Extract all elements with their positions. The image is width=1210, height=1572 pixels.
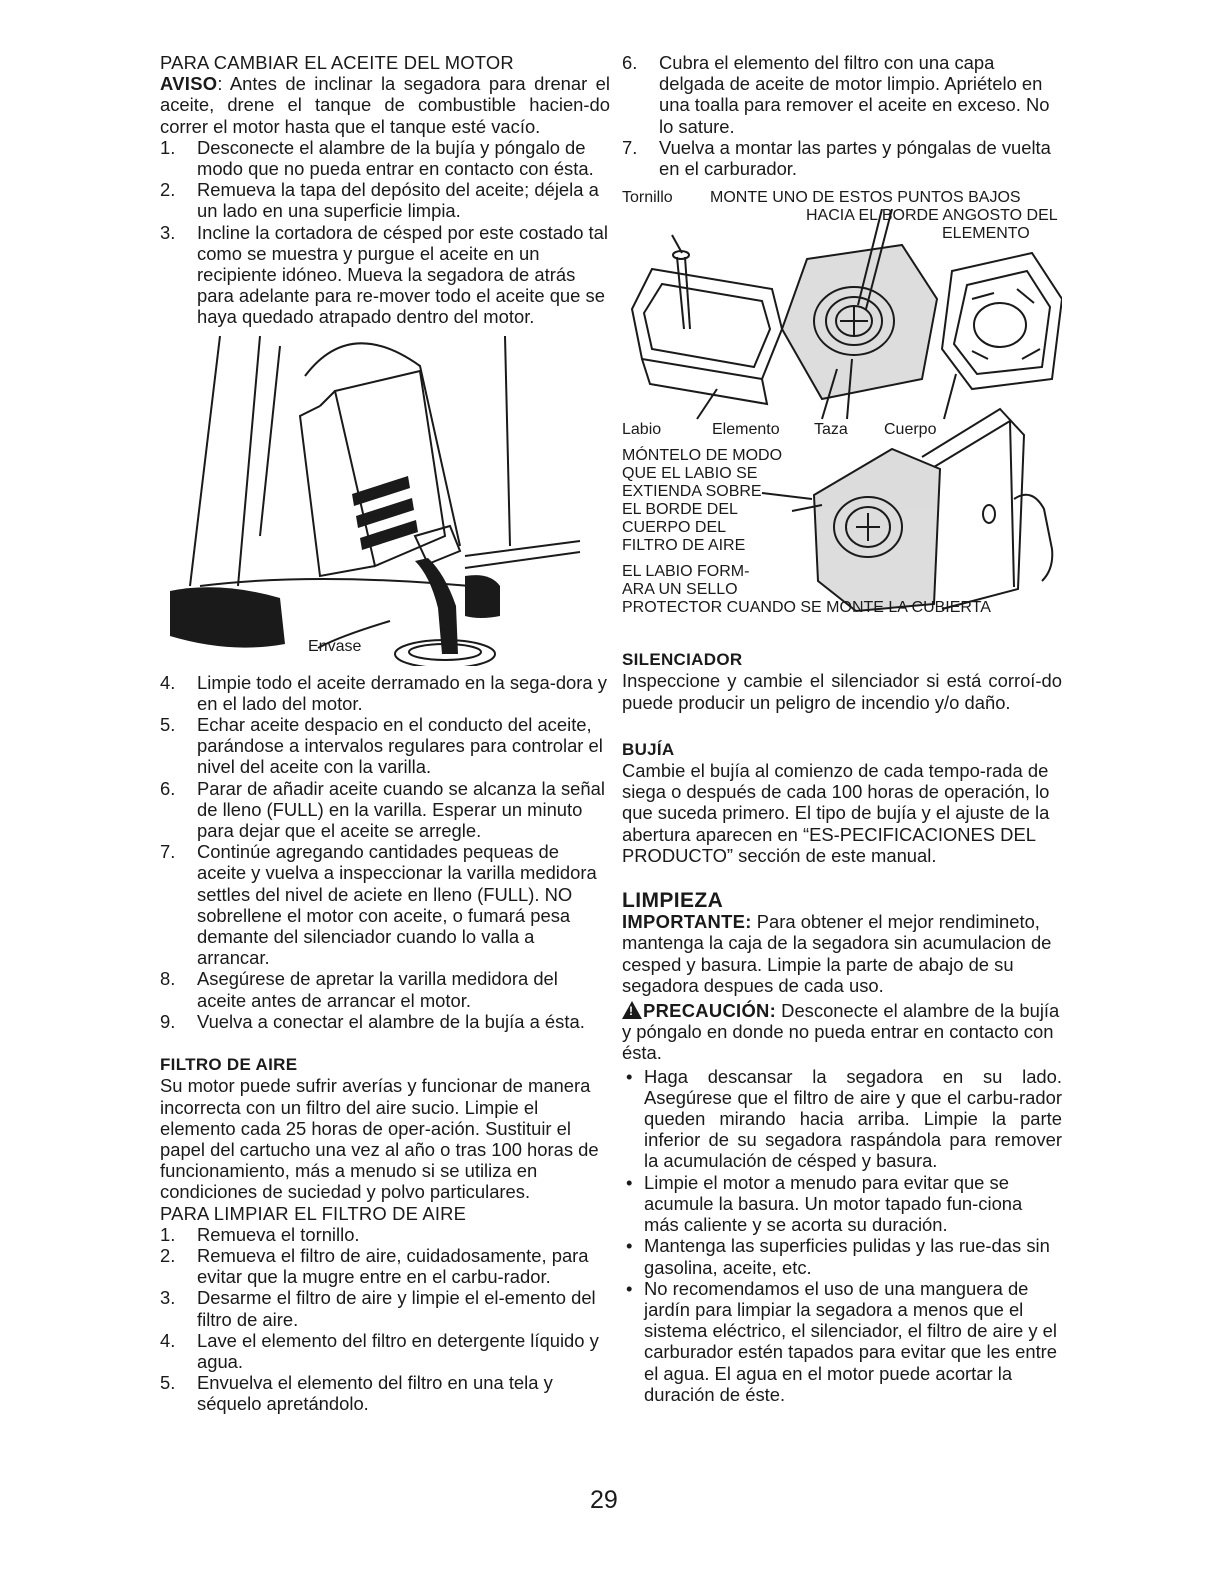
elemento-label: Elemento [712, 421, 780, 439]
cleaning-bullets [622, 1066, 1062, 1405]
step-number: 2. [160, 179, 176, 201]
right-column [622, 52, 1062, 1405]
list-item [160, 841, 610, 968]
step-text: Remueva la tapa del depósito del aceite; déjela a un lado en una superficie limpia. [197, 179, 599, 222]
list-item [160, 179, 610, 221]
step-number: 5. [160, 714, 176, 736]
step-number: 3. [160, 221, 176, 243]
oil-steps-list-a [160, 137, 610, 328]
step-text: Remueva el filtro de aire, cuidadosamente, para evitar que la mugre entre en el carbu-rador. [197, 1244, 589, 1288]
oil-steps-list-b [160, 672, 610, 1032]
labio-label: Labio [622, 421, 662, 439]
sello-line: ARA UN SELLO [622, 581, 738, 599]
step-text: Desconecte el alambre de la bujía y póngalo de modo que no pueda entrar en contacto con ésta. [197, 136, 594, 180]
montelo-line: QUE EL LABIO SE [622, 465, 758, 483]
step-text: Vuelva a conectar el alambre de la bujía a ésta. [197, 1010, 585, 1032]
step-text: Incline la cortadora de césped por este costado tal como se muestra y purgue el aceite en un recipiente idóneo. Mueva la segadora de atrás para adelante para re-mover todo el aceite que se haya quedado atrapado dentro del motor. [197, 221, 608, 328]
clean-filter-title: PARA LIMPIAR EL FILTRO DE AIRE [160, 1202, 467, 1224]
step-text: Asegúrese de apretar la varilla medidora del aceite antes de arrancar el motor. [197, 968, 558, 1011]
page-number: 29 [590, 1486, 618, 1514]
step-number: 6. [160, 777, 176, 799]
step-number: 7. [622, 136, 638, 158]
tornillo-label: Tornillo [622, 189, 673, 207]
important-text: Para obtener el mejor rendimineto, mantenga la caja de la segadora sin acumulacion de cesped y basura. Limpie la parte de abajo de su segadora despues de cada uso. [622, 911, 1052, 996]
step-number: 4. [160, 671, 176, 693]
montelo-line: EXTIENDA SOBRE [622, 483, 762, 501]
list-item [160, 1330, 610, 1372]
air-filter-text: Su motor puede sufrir averías y funcionar de manera incorrecta con un filtro del aire sucio. Limpie el elemento cada 25 horas de oper-ación. Sustituir el papel del cartucho una vez al año o tras 100 horas de funcionamiento, más a menudo si se utiliza en condiciones de suciedad y polvo particulares. [160, 1075, 599, 1203]
step-text: Lave el elemento del filtro en detergente líquido y agua. [197, 1329, 599, 1372]
list-item [160, 1011, 610, 1032]
montelo-line: CUERPO DEL [622, 519, 727, 537]
step-number: 4. [160, 1329, 176, 1351]
monte-label-line1: MONTE UNO DE ESTOS PUNTOS BAJOS [710, 189, 1021, 207]
air-filter-heading: FILTRO DE AIRE [160, 1055, 298, 1075]
step-text: Continúe agregando cantidades pequeas de aceite y vuelva a inspeccionar la varilla medidora settles del nivel de aciete en lleno (FULL). NO sobrellene el motor con aceite, o fumará pesa demante del silenciador cuando lo valla a arrancar. [197, 841, 597, 969]
oil-drain-illustration [160, 336, 610, 666]
step-number: 1. [160, 136, 176, 158]
step-number: 8. [160, 968, 176, 990]
list-item [160, 968, 610, 1010]
list-item [160, 1224, 610, 1245]
sello-line: EL LABIO FORM- [622, 563, 750, 581]
step-text: Parar de añadir aceite cuando se alcanza la señal de lleno (FULL) en la varilla. Esperar un minuto para dejar que el aceite se arregle. [197, 777, 605, 842]
protector-label: PROTECTOR CUANDO SE MONTE LA CUBIERTA [622, 599, 991, 617]
caution-label: PRECAUCIÓN: [643, 1000, 777, 1022]
important-label: IMPORTANTE: [622, 911, 752, 933]
aviso-paragraph [160, 73, 610, 137]
list-item [160, 1245, 610, 1287]
oil-drain-drawing [160, 336, 600, 666]
aviso-text: : Antes de inclinar la segadora para drenar el aceite, drene el tanque de combustible hacien-do correr el motor hasta que el tanque esté vacío. [160, 73, 610, 137]
step-text: Limpie todo el aceite derramado en la sega-dora y en el lado del motor. [197, 671, 607, 714]
list-item [160, 222, 610, 328]
cuerpo-label: Cuerpo [884, 421, 937, 439]
list-item: • Haga descansar la segadora en su lado. Asegúrese que el filtro de aire y que el carbu-rador queden mirando hacia arriba. Limpie la parte inferior de su segadora raspándola para remover la acumulación de césped y basura. [622, 1066, 1062, 1172]
left-column [160, 52, 610, 1415]
step-number: 2. [160, 1244, 176, 1266]
list-item: • Mantenga las superficies pulidas y las rue-das sin gasolina, aceite, etc. [622, 1235, 1062, 1277]
oil-change-title: PARA CAMBIAR EL ACEITE DEL MOTOR [160, 52, 514, 73]
step-text: Remueva el tornillo. [197, 1223, 360, 1245]
filter-steps-list-continued [622, 52, 1062, 179]
taza-label: Taza [814, 421, 848, 439]
step-text: Cubra el elemento del filtro con una capa delgada de aceite de motor limpio. Apriételo en una toalla para remover el aceite en exceso. No lo sature. [659, 52, 1050, 137]
list-item [622, 52, 1062, 137]
muffler-heading: SILENCIADOR [622, 650, 743, 670]
step-number: 5. [160, 1372, 176, 1394]
air-filter-illustration [622, 189, 1062, 649]
warning-triangle-icon [622, 1001, 642, 1019]
list-item [160, 714, 610, 778]
step-number: 3. [160, 1287, 176, 1309]
caution-text: Desconecte el alambre de la bujía y póngalo en donde no pueda entrar en contacto con ésta. [622, 1000, 1060, 1064]
caution-paragraph [622, 1000, 1062, 1064]
step-number: 6. [622, 52, 638, 73]
monte-label-line3: ELEMENTO [942, 225, 1030, 243]
montelo-line: EL BORDE DEL [622, 501, 738, 519]
important-paragraph [622, 911, 1062, 996]
envase-label: Envase [308, 637, 362, 655]
step-text: Echar aceite despacio en el conducto del aceite, parándose a intervalos regulares para controlar el nivel del aceite con la varilla. [197, 714, 603, 778]
list-item: • No recomendamos el uso de una manguera de jardín para limpiar la segadora a menos que el sistema eléctrico, el silenciador, el filtro de aire y el carburador estén tapados para evitar que les entre el agua. El agua en el motor puede acortar la duración de éste. [622, 1278, 1062, 1405]
list-item [622, 137, 1062, 179]
muffler-text: Inspeccione y cambie el silenciador si está corroí-do puede producir un peligro de incendio y/o daño. [622, 670, 1062, 713]
monte-label-line2: HACIA EL BORDE ANGOSTO DEL [806, 207, 1058, 225]
list-item [160, 778, 610, 842]
cleaning-heading: LIMPIEZA [622, 889, 724, 913]
step-number: 1. [160, 1223, 176, 1245]
aviso-label: AVISO [160, 73, 218, 95]
list-item [160, 1372, 610, 1414]
list-item [160, 137, 610, 179]
filter-steps-list [160, 1224, 610, 1415]
step-number: 7. [160, 841, 176, 863]
step-text: Desarme el filtro de aire y limpie el el-emento del filtro de aire. [197, 1287, 596, 1330]
list-item [160, 672, 610, 714]
montelo-line: MÓNTELO DE MODO [622, 447, 783, 465]
step-text: Envuelva el elemento del filtro en una tela y séquelo apretándolo. [197, 1372, 553, 1415]
list-item [160, 1287, 610, 1329]
list-item: • Limpie el motor a menudo para evitar que se acumule la basura. Un motor tapado fun-ciona más caliente y se acorta su duración. [622, 1172, 1062, 1236]
spark-plug-text: Cambie el bujía al comienzo de cada tempo-rada de siega o después de cada 100 horas de operación, lo que suceda primero. El tipo de bujía y el ajuste de la abertura aparecen en “ES-PECIFICACIONES DEL PRODUCTO” sección de este manual. [622, 760, 1050, 866]
step-number: 9. [160, 1010, 176, 1032]
montelo-line: FILTRO DE AIRE [622, 537, 746, 555]
step-text: Vuelva a montar las partes y póngalas de vuelta en el carburador. [659, 136, 1051, 180]
spark-plug-heading: BUJÍA [622, 739, 675, 759]
